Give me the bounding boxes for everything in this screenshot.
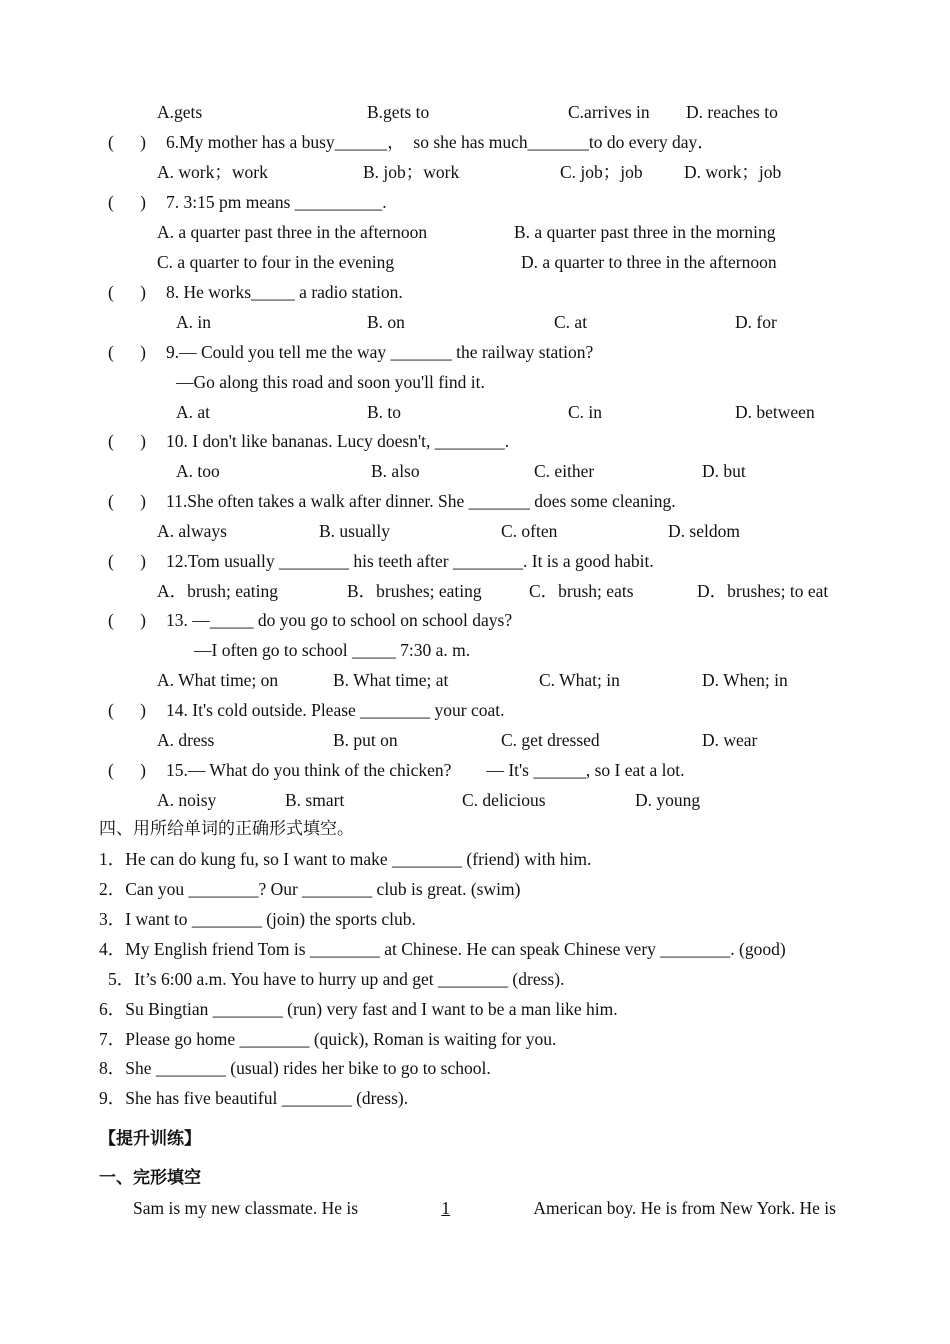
option-d: D. When; in bbox=[702, 670, 788, 690]
option-a: A. a quarter past three in the afternoon bbox=[157, 222, 428, 242]
answer-bracket: ( ) bbox=[108, 551, 146, 571]
question-stem: 6.My mother has a busy______， so she has much_______to do every day． bbox=[166, 132, 715, 152]
option-d: D. but bbox=[702, 461, 746, 481]
question-response: —I often go to school _____ 7:30 a. m. bbox=[194, 640, 471, 660]
fill-item: 5．It’s 6:00 a.m. You have to hurry up and get ________ (dress). bbox=[108, 969, 565, 989]
fill-item: 1．He can do kung fu, so I want to make ________ (friend) with him. bbox=[99, 849, 592, 869]
passage-text: Sam is my new classmate. He is bbox=[133, 1198, 359, 1218]
passage-text: American boy. He is from New York. He is bbox=[533, 1198, 836, 1218]
option-b: B. a quarter past three in the morning bbox=[514, 222, 776, 242]
option-c: C. in bbox=[568, 402, 603, 422]
answer-bracket: ( ) bbox=[108, 431, 146, 451]
option-d: D．brushes; to eat bbox=[697, 581, 829, 601]
section-title: 四、用所给单词的正确形式填空。 bbox=[99, 819, 354, 839]
answer-bracket: ( ) bbox=[108, 700, 146, 720]
cloze-blank: 1 bbox=[441, 1198, 451, 1218]
question-stem: 8. He works_____ a radio station. bbox=[166, 282, 403, 302]
fill-item: 4．My English friend Tom is ________ at Chinese. He can speak Chinese very ________. (good) bbox=[99, 939, 786, 959]
option-c: C. often bbox=[501, 521, 558, 541]
option-a: A. dress bbox=[157, 730, 215, 750]
option-a: A. too bbox=[176, 461, 220, 481]
option-d: D. work；job bbox=[684, 162, 782, 182]
option-c: C. delicious bbox=[462, 790, 546, 810]
fill-item: 7．Please go home ________ (quick), Roman is waiting for you. bbox=[99, 1029, 557, 1049]
fill-item: 9．She has five beautiful ________ (dress). bbox=[99, 1088, 409, 1108]
question-stem: 7. 3:15 pm means __________. bbox=[166, 192, 387, 212]
option-b: B. put on bbox=[333, 730, 398, 750]
question-stem: 14. It's cold outside. Please ________ your coat. bbox=[166, 700, 505, 720]
option-a: A．brush; eating bbox=[157, 581, 279, 601]
option-c: C. What; in bbox=[539, 670, 620, 690]
question-stem: 11.She often takes a walk after dinner. She _______ does some cleaning. bbox=[166, 491, 676, 511]
option-a: A. in bbox=[176, 312, 211, 332]
cloze-title: 一、完形填空 bbox=[99, 1168, 201, 1188]
question-stem: 10. I don't like bananas. Lucy doesn't, ________. bbox=[166, 431, 510, 451]
option-c: C. at bbox=[554, 312, 588, 332]
answer-bracket: ( ) bbox=[108, 132, 146, 152]
option-b: B. usually bbox=[319, 521, 390, 541]
option-a: A. at bbox=[176, 402, 211, 422]
option-b: B. to bbox=[367, 402, 402, 422]
q5-option-a: A.gets bbox=[157, 102, 203, 122]
option-b: B. job；work bbox=[363, 162, 460, 182]
option-a: A. noisy bbox=[157, 790, 217, 810]
fill-item: 2．Can you ________? Our ________ club is great. (swim) bbox=[99, 879, 521, 899]
option-b: B. also bbox=[371, 461, 420, 481]
q5-option-d: D. reaches to bbox=[686, 102, 778, 122]
option-d: D. young bbox=[635, 790, 701, 810]
option-b: B．brushes; eating bbox=[347, 581, 482, 601]
option-d: D. wear bbox=[702, 730, 758, 750]
answer-bracket: ( ) bbox=[108, 192, 146, 212]
question-stem: 12.Tom usually ________ his teeth after ________. It is a good habit. bbox=[166, 551, 654, 571]
option-d: D. seldom bbox=[668, 521, 740, 541]
option-d: D. between bbox=[735, 402, 815, 422]
question-stem: 15.— What do you think of the chicken? — It's ______, so I eat a lot. bbox=[166, 760, 685, 780]
option-d: D. for bbox=[735, 312, 777, 332]
fill-item: 3．I want to ________ (join) the sports club. bbox=[99, 909, 416, 929]
option-d: D. a quarter to three in the afternoon bbox=[521, 252, 777, 272]
option-a: A. work；work bbox=[157, 162, 268, 182]
answer-bracket: ( ) bbox=[108, 760, 146, 780]
option-c: C．brush; eats bbox=[529, 581, 634, 601]
option-b: B. on bbox=[367, 312, 405, 332]
question-response: —Go along this road and soon you'll find it. bbox=[176, 372, 485, 392]
q5-option-c: C.arrives in bbox=[568, 102, 650, 122]
fill-item: 8．She ________ (usual) rides her bike to go to school. bbox=[99, 1058, 491, 1078]
option-c: C. get dressed bbox=[501, 730, 600, 750]
question-stem: 9.— Could you tell me the way _______ the railway station? bbox=[166, 342, 594, 362]
question-stem: 13. —_____ do you go to school on school days? bbox=[166, 610, 513, 630]
answer-bracket: ( ) bbox=[108, 491, 146, 511]
option-c: C. a quarter to four in the evening bbox=[157, 252, 395, 272]
training-title: 【提升训练】 bbox=[99, 1129, 201, 1149]
answer-bracket: ( ) bbox=[108, 342, 146, 362]
option-b: B. smart bbox=[285, 790, 345, 810]
option-a: A. always bbox=[157, 521, 227, 541]
option-b: B. What time; at bbox=[333, 670, 449, 690]
option-c: C. job；job bbox=[560, 162, 643, 182]
answer-bracket: ( ) bbox=[108, 282, 146, 302]
answer-bracket: ( ) bbox=[108, 610, 146, 630]
option-c: C. either bbox=[534, 461, 595, 481]
cloze-passage bbox=[133, 1197, 836, 1219]
q5-option-b: B.gets to bbox=[367, 102, 430, 122]
fill-item: 6．Su Bingtian ________ (run) very fast and I want to be a man like him. bbox=[99, 999, 618, 1019]
option-a: A. What time; on bbox=[157, 670, 279, 690]
